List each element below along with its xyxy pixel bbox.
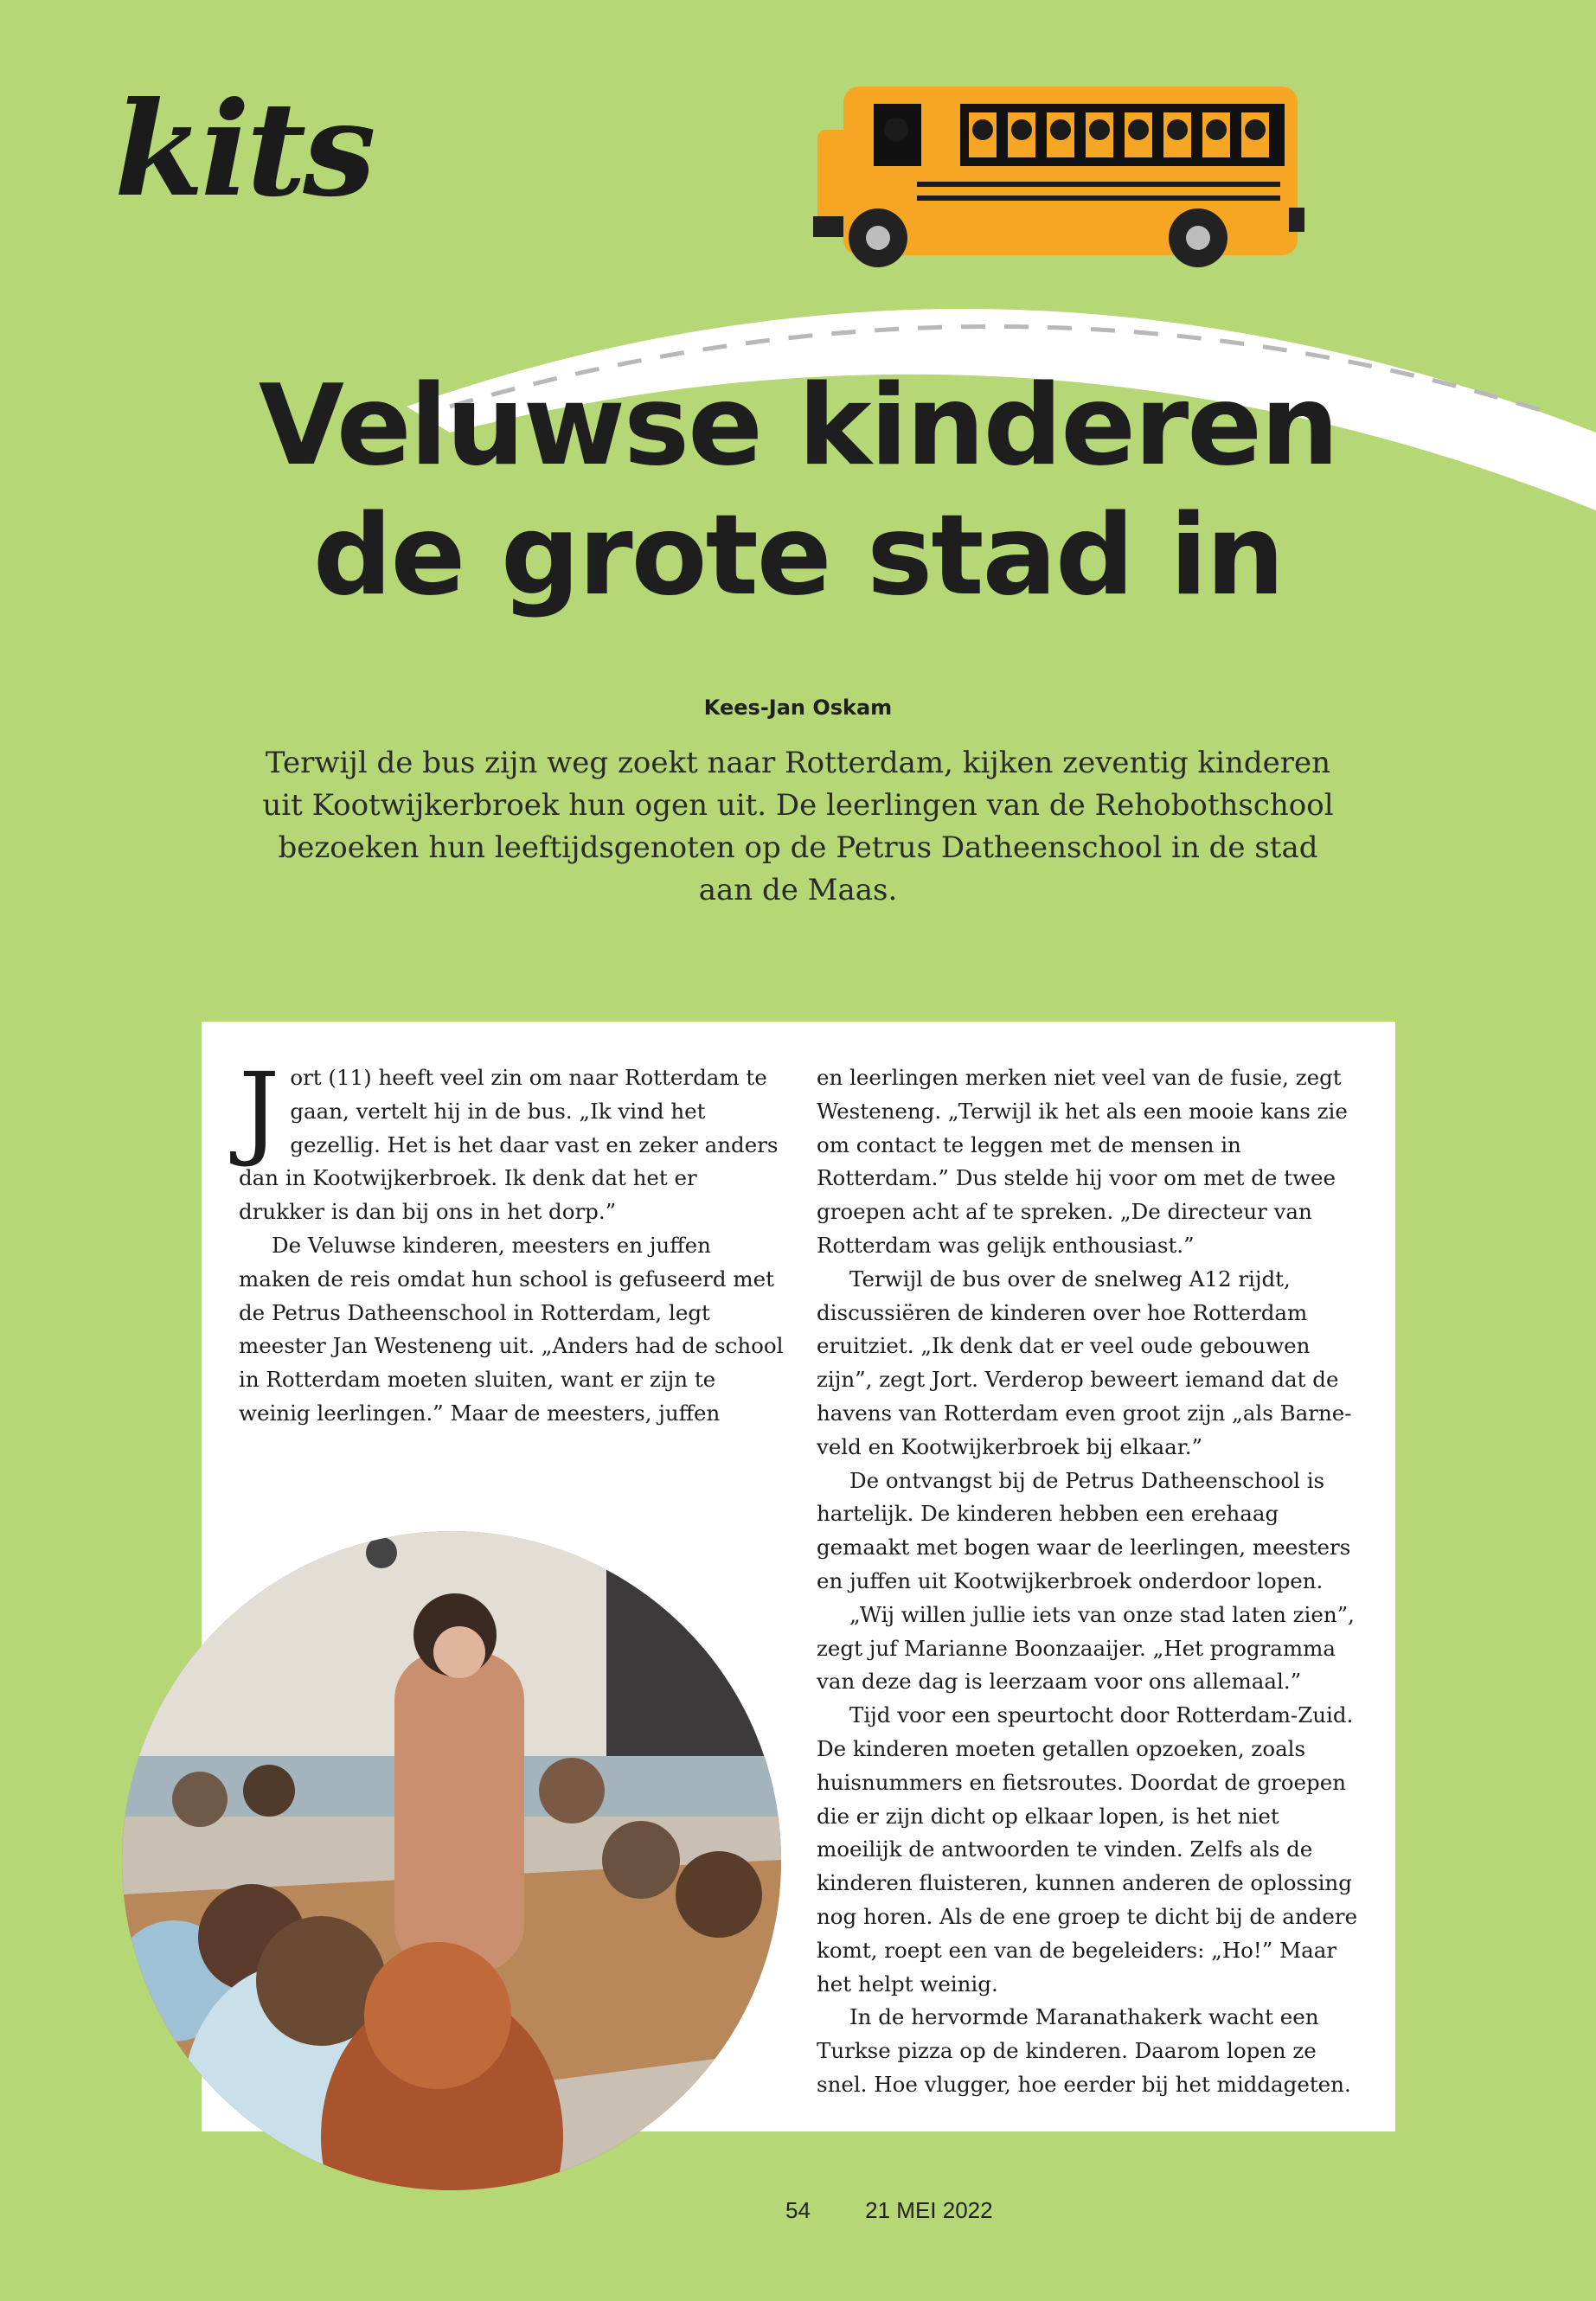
byline: Kees-Jan Oskam bbox=[703, 695, 893, 720]
section-tag: kits bbox=[114, 74, 373, 226]
page-footer bbox=[785, 2197, 993, 2224]
article-column-1 bbox=[239, 1050, 784, 1431]
headline-line-2: de grote stad in bbox=[312, 491, 1284, 620]
lead-paragraph: Terwijl de bus zijn weg zoekt naar Rotterdam, kijken zeventig kinderen uit Kootwijkerbroek hun ogen uit. De leerlingen van de Rehobothschool bezoeken hun leeftijdsgenoten op de Petrus Datheenschool in de stad aan de Maas. bbox=[262, 746, 1334, 907]
article-paragraph: en leerlingen merken niet veel van de fusie, zegt Westeneng. „Terwijl ik het als een mooie kans zie om contact te leggen met de mensen in Rotterdam.” Dus stelde hij voor om met de twee groepen acht af te spreken. „De directeur van Rotterdam was gelijk enthousiast.” bbox=[817, 1065, 1348, 1258]
classroom-photo bbox=[122, 1531, 781, 2190]
headline-line-1: Veluwse kinderen bbox=[258, 362, 1338, 490]
issue-date: 21 MEI 2022 bbox=[865, 2197, 993, 2223]
page-number: 54 bbox=[785, 2197, 811, 2223]
article-paragraph: Terwijl de bus over de snelweg A12 rijdt, discussiëren de kinderen over hoe Rotterdam eruitziet. „Ik denk dat er veel oude gebouwen zijn”, zegt Jort. Verderop beweert iemand dat de havens van Rotterdam even groot zijn „als Barne-veld en Kootwijkerbroek bij elkaar.” bbox=[817, 1266, 1352, 1459]
article-paragraph: De ontvangst bij de Petrus Datheenschool is hartelijk. De kinderen hebben een erehaag gemaakt met bogen waar de leerlingen, meesters en juffen uit Kootwijkerbroek onderdoor lopen. bbox=[817, 1467, 1351, 1593]
article-paragraph: De Veluwse kinderen, meesters en juffen maken de reis omdat hun school is gefuseerd met de Petrus Datheenschool in Rotterdam, legt meester Jan Westeneng uit. „Anders had de school in Rotterdam moeten sluiten, want er zijn te weinig leerlingen.” Maar de meesters, juffen bbox=[239, 1232, 784, 1426]
article-paragraph: Tijd voor een speurtocht door Rotterdam-Zuid. De kinderen moeten getallen opzoeken, zoals huisnummers en fietsroutes. Doordat de groepen die er zijn dicht op elkaar lopen, is het niet moeilijk de antwoorden te vinden. Zelfs als de kinderen fluisteren, kunnen anderen de oplossing nog horen. Als de ene groep te dicht bij de andere komt, roept een van de begeleiders: „Ho!” Maar het helpt weinig. bbox=[817, 1702, 1358, 1997]
bus-icon bbox=[813, 87, 1304, 267]
article-paragraph: „Wij willen jullie iets van onze stad laten zien”, zegt juf Marianne Boonzaaijer. „Het programma van deze dag is leerzaam voor ons allemaal.” bbox=[817, 1601, 1355, 1695]
article-paragraph: Jort (11) heeft veel zin om naar Rotterdam te gaan, vertelt hij in de bus. „Ik vind het gezellig. Het is het daar vast en zeker anders dan in Kootwijkerbroek. Ik denk dat het er drukker is dan bij ons in het dorp.” bbox=[239, 1050, 779, 1225]
headline bbox=[0, 362, 1596, 621]
article-paragraph: In de hervormde Maranathakerk wacht een Turkse pizza op de kinderen. Daarom lopen ze snel. Hoe vlugger, hoe eerder bij het middageten. bbox=[817, 2004, 1351, 2097]
article-column-2 bbox=[817, 1061, 1362, 2102]
drop-cap: J bbox=[239, 1050, 280, 1170]
